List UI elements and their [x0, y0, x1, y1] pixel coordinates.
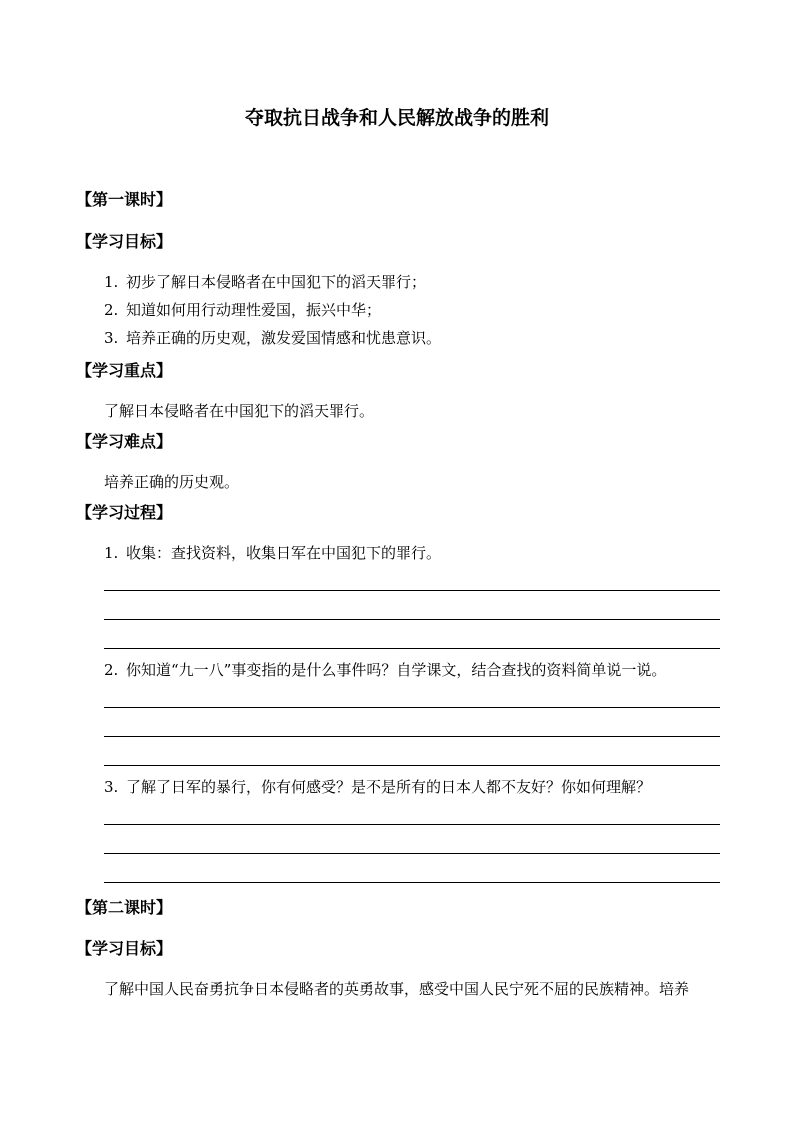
question-number: 3. — [104, 778, 119, 796]
question-number: 1. — [104, 544, 119, 562]
answer-line[interactable] — [104, 707, 720, 708]
answer-line[interactable] — [104, 736, 720, 737]
key-points-heading: 【学习重点】 — [76, 361, 173, 380]
objectives-heading: 【学习目标】 — [76, 232, 173, 251]
question-text: 收集：查找资料，收集日军在中国犯下的罪行。 — [126, 544, 442, 562]
document-title: 夺取抗日战争和人民解放战争的胜利 — [244, 107, 549, 129]
objective-number: 2. — [104, 301, 119, 319]
lesson2-objectives-heading: 【学习目标】 — [76, 939, 173, 958]
answer-line[interactable] — [104, 648, 720, 649]
objective-item — [104, 327, 441, 349]
objective-number: 1. — [104, 273, 119, 291]
question-item — [104, 659, 666, 681]
answer-line[interactable] — [104, 765, 720, 766]
question-text: 了解了日军的暴行，你有何感受？是不是所有的日本人都不友好？你如何理解？ — [126, 778, 652, 796]
lesson1-heading: 【第一课时】 — [76, 190, 173, 209]
question-item — [104, 542, 441, 564]
answer-line[interactable] — [104, 590, 720, 591]
question-number: 2. — [104, 661, 119, 679]
difficulties-text: 培养正确的历史观。 — [104, 473, 240, 491]
answer-line[interactable] — [104, 824, 720, 825]
difficulties-heading: 【学习难点】 — [76, 432, 173, 451]
question-text: 你知道“九一八”事变指的是什么事件吗？自学课文，结合查找的资料简单说一说。 — [126, 661, 667, 679]
key-points-text: 了解日本侵略者在中国犯下的滔天罪行。 — [104, 402, 375, 420]
process-heading: 【学习过程】 — [76, 503, 173, 522]
objective-number: 3. — [104, 329, 119, 347]
objective-text: 知道如何用行动理性爱国，振兴中华； — [126, 301, 382, 319]
objective-text: 培养正确的历史观，激发爱国情感和忧患意识。 — [126, 329, 442, 347]
answer-line[interactable] — [104, 882, 720, 883]
objective-text: 初步了解日本侵略者在中国犯下的滔天罪行； — [126, 273, 427, 291]
answer-line[interactable] — [104, 619, 720, 620]
objective-item — [104, 299, 381, 321]
lesson2-objectives-text: 了解中国人民奋勇抗争日本侵略者的英勇故事，感受中国人民宁死不屈的民族精神。培养 — [104, 980, 690, 998]
question-item — [104, 776, 651, 798]
lesson2-heading: 【第二课时】 — [76, 898, 173, 917]
objective-item — [104, 271, 426, 293]
answer-line[interactable] — [104, 853, 720, 854]
